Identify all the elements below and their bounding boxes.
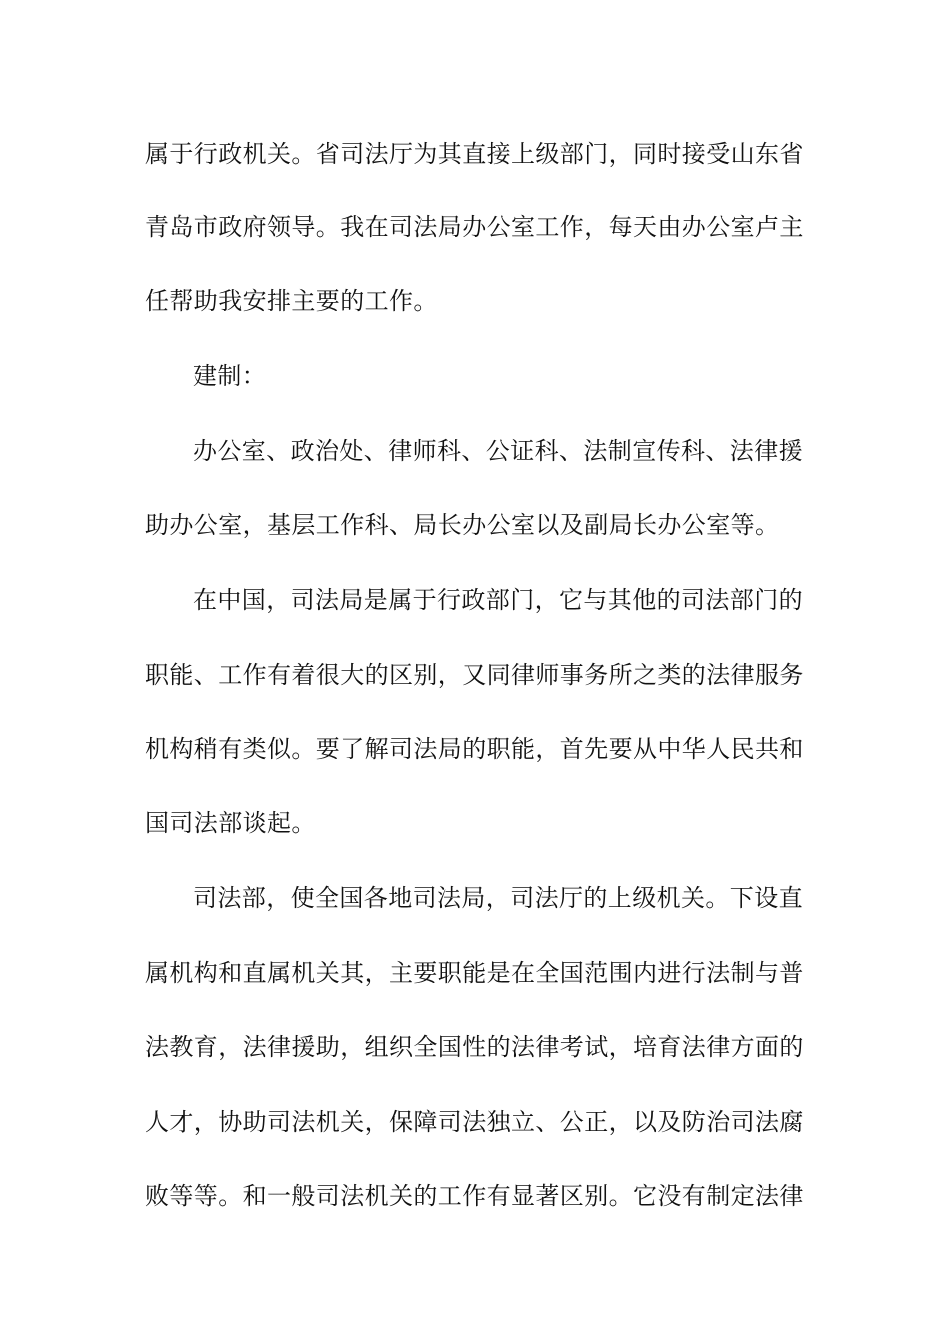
text-line: 司法部，使全国各地司法局，司法厅的上级机关。下设直 (193, 884, 803, 912)
text-line: 任帮助我安排主要的工作。 (145, 287, 438, 315)
text-line: 机构稍有类似。要了解司法局的职能，首先要从中华人民共和 (145, 735, 804, 763)
text-line: 属于行政机关。省司法厅为其直接上级部门，同时接受山东省 (145, 140, 804, 168)
text-line: 国司法部谈起。 (145, 809, 316, 837)
section-heading: 建制： (193, 362, 267, 390)
text-line: 办公室、政治处、律师科、公证科、法制宣传科、法律援 (193, 437, 803, 465)
text-line: 青岛市政府领导。我在司法局办公室工作，每天由办公室卢主 (145, 213, 804, 241)
text-line: 人才，协助司法机关，保障司法独立、公正，以及防治司法腐 (145, 1108, 804, 1136)
text-line: 败等等。和一般司法机关的工作有显著区别。它没有制定法律 (145, 1182, 804, 1210)
text-line: 法教育，法律援助，组织全国性的法律考试，培育法律方面的 (145, 1033, 804, 1061)
text-line: 职能、工作有着很大的区别，又同律师事务所之类的法律服务 (145, 661, 804, 689)
text-line: 在中国，司法局是属于行政部门，它与其他的司法部门的 (193, 586, 803, 614)
text-line: 属机构和直属机关其，主要职能是在全国范围内进行法制与普 (145, 959, 804, 987)
text-line: 助办公室，基层工作科、局长办公室以及副局长办公室等。 (145, 511, 780, 539)
